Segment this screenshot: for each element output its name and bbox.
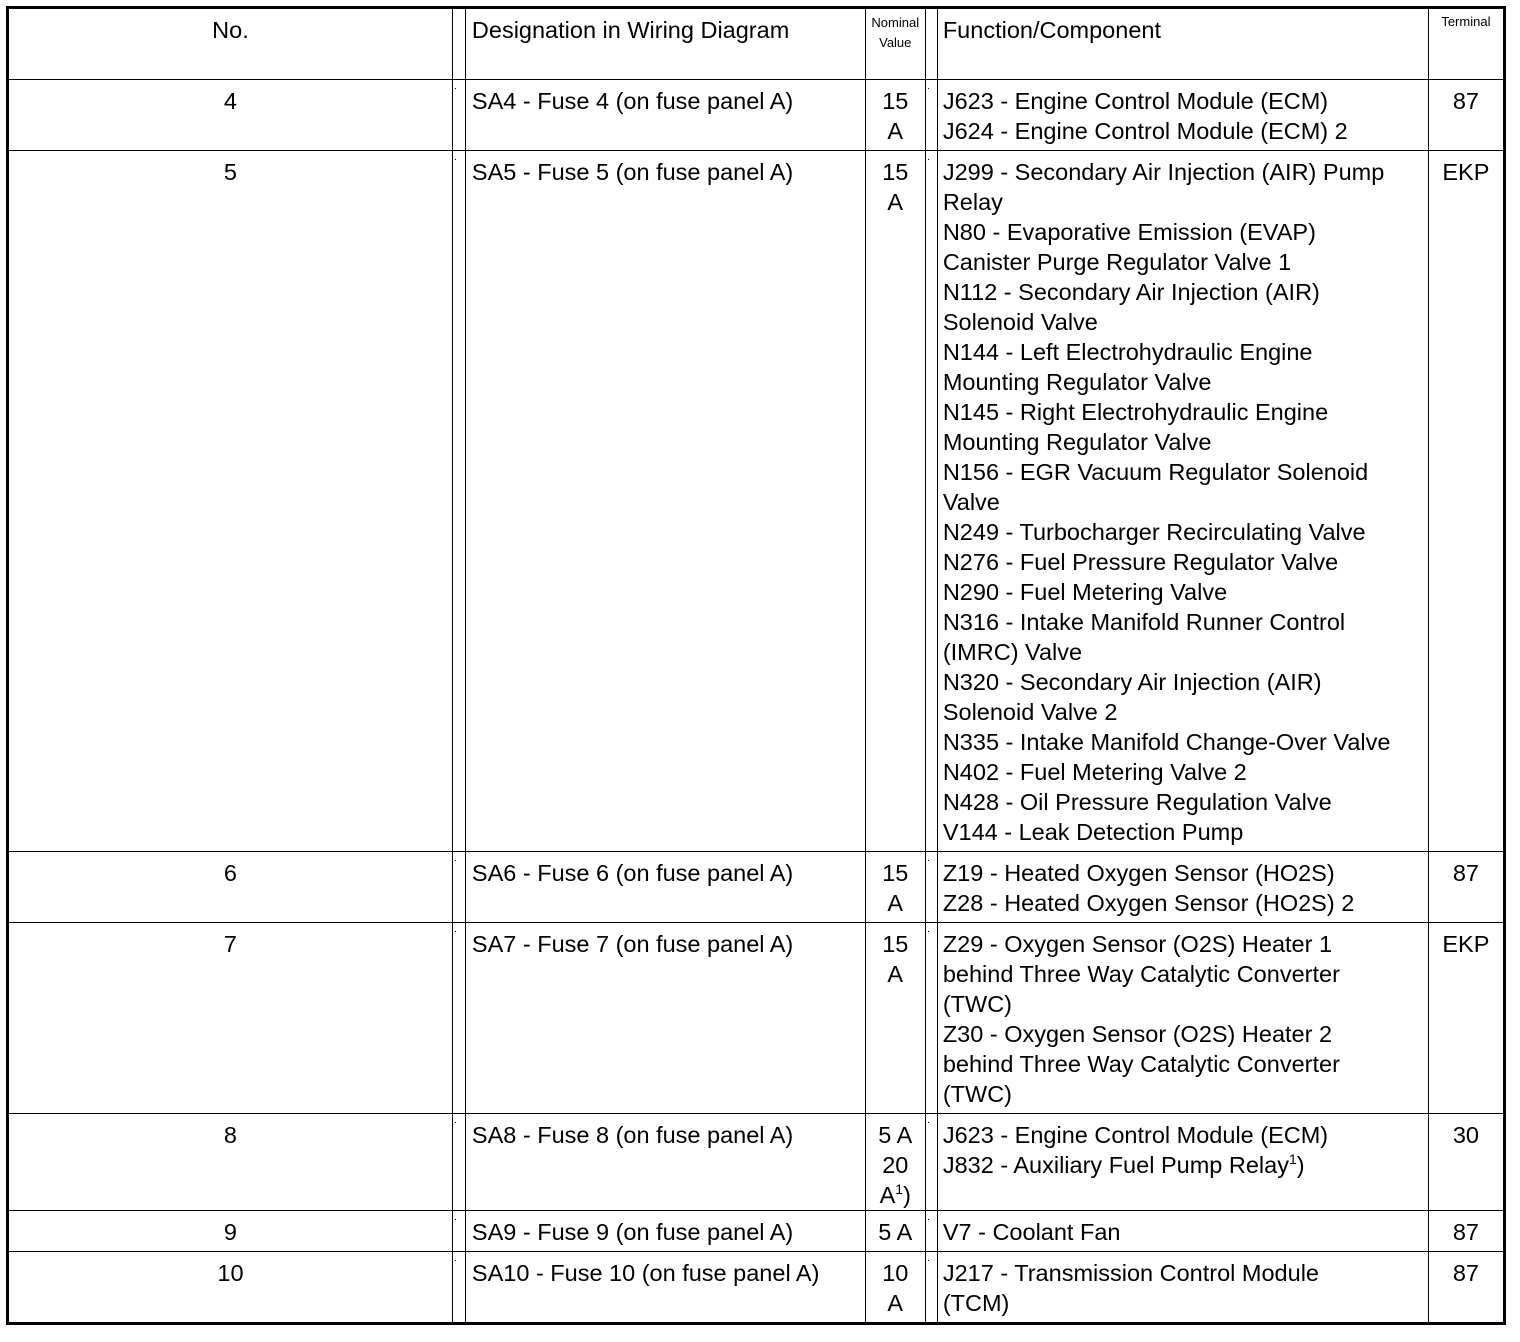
component-line: Solenoid Valve (942, 309, 1098, 335)
row-gap-2 (925, 1252, 937, 1324)
function-component (937, 852, 1428, 923)
component-line: J624 - Engine Control Module (ECM) 2 (942, 118, 1348, 144)
nominal-value-line: A (887, 189, 904, 215)
nominal-value-line: A (887, 118, 904, 144)
table-row (8, 1211, 1505, 1252)
row-gap-2 (925, 1211, 937, 1252)
footnote-tail: ) (903, 1182, 911, 1208)
function-component (937, 923, 1428, 1114)
nominal-value-text: A (879, 1182, 896, 1208)
header-gap-2 (925, 8, 937, 80)
gap-mark: · (926, 926, 931, 937)
component-line: (TWC) (942, 1081, 1012, 1107)
nominal-value-line: 5 A (878, 1219, 913, 1245)
terminal: EKP (1428, 923, 1504, 1114)
header-gap (452, 8, 465, 80)
gap-mark: · (926, 83, 931, 94)
nominal-value-line: A (887, 890, 904, 916)
component-line: (TCM) (942, 1290, 1010, 1316)
table-row (8, 1252, 1505, 1324)
nominal-value (865, 1252, 925, 1324)
terminal: 87 (1428, 1211, 1504, 1252)
nominal-value (865, 1114, 925, 1211)
component-text: J832 - Auxiliary Fuel Pump Relay (942, 1152, 1289, 1178)
terminal: EKP (1428, 151, 1504, 852)
row-gap (452, 1252, 465, 1324)
fuse-number: 8 (8, 1114, 453, 1211)
fuse-number: 7 (8, 923, 453, 1114)
fuse-designation: SA9 - Fuse 9 (on fuse panel A) (465, 1211, 865, 1252)
function-component (937, 1114, 1428, 1211)
gap-mark: · (453, 154, 458, 165)
terminal: 87 (1428, 80, 1504, 151)
header-no: No. (8, 8, 453, 80)
row-gap-2 (925, 923, 937, 1114)
row-gap-2 (925, 1114, 937, 1211)
gap-mark: · (926, 1117, 931, 1128)
component-line (943, 1150, 1426, 1180)
table-row (8, 852, 1505, 923)
table-row (8, 923, 1505, 1114)
component-line: Z29 - Oxygen Sensor (O2S) Heater 1 (942, 931, 1333, 957)
component-line: J623 - Engine Control Module (ECM) (942, 1122, 1329, 1148)
fuse-designation: SA8 - Fuse 8 (on fuse panel A) (465, 1114, 865, 1211)
function-component (937, 1252, 1428, 1324)
terminal: 87 (1428, 1252, 1504, 1324)
nominal-value-line: 10 (882, 1260, 909, 1286)
row-gap (452, 923, 465, 1114)
nominal-value-line: A (887, 1290, 904, 1316)
fuse-number: 6 (8, 852, 453, 923)
row-gap (452, 151, 465, 852)
terminal: 87 (1428, 852, 1504, 923)
row-gap (452, 852, 465, 923)
footnote-marker: 1 (895, 1181, 904, 1197)
fuse-number: 4 (8, 80, 453, 151)
fuse-number: 10 (8, 1252, 453, 1324)
component-line: N144 - Left Electrohydraulic Engine (942, 339, 1313, 365)
component-line: N80 - Evaporative Emission (EVAP) (942, 219, 1316, 245)
fuse-table (6, 6, 1506, 1325)
component-line: Z28 - Heated Oxygen Sensor (HO2S) 2 (942, 890, 1355, 916)
fuse-number: 5 (8, 151, 453, 852)
component-line: Mounting Regulator Valve (942, 429, 1212, 455)
component-line: Z19 - Heated Oxygen Sensor (HO2S) (942, 860, 1335, 886)
gap-mark: · (926, 154, 931, 165)
table-row (8, 151, 1505, 852)
component-line: behind Three Way Catalytic Converter (942, 961, 1340, 987)
component-line: N402 - Fuel Metering Valve 2 (942, 759, 1247, 785)
component-line: N156 - EGR Vacuum Regulator Solenoid (942, 459, 1369, 485)
header-nominal-line2: Value (879, 35, 912, 50)
component-line: Mounting Regulator Valve (942, 369, 1212, 395)
fuse-designation: SA10 - Fuse 10 (on fuse panel A) (465, 1252, 865, 1324)
table-row (8, 1114, 1505, 1211)
component-line: N249 - Turbocharger Recirculating Valve (942, 519, 1366, 545)
component-line: (TWC) (942, 991, 1012, 1017)
row-gap-2 (925, 80, 937, 151)
component-line: Solenoid Valve 2 (942, 699, 1118, 725)
nominal-value-line: 15 (882, 88, 909, 114)
component-line: N316 - Intake Manifold Runner Control (942, 609, 1346, 635)
nominal-value-line: 15 (882, 159, 909, 185)
nominal-value-line: 15 (882, 860, 909, 886)
table-body (8, 80, 1505, 1324)
row-gap (452, 1211, 465, 1252)
component-line: N112 - Secondary Air Injection (AIR) (942, 279, 1320, 305)
component-line: behind Three Way Catalytic Converter (942, 1051, 1340, 1077)
component-line: N145 - Right Electrohydraulic Engine (942, 399, 1329, 425)
nominal-value-line (866, 1180, 925, 1210)
header-nominal-line1: Nominal (871, 15, 920, 30)
nominal-value (865, 852, 925, 923)
gap-mark: · (453, 83, 458, 94)
header-nominal-value (865, 8, 925, 80)
row-gap-2 (925, 852, 937, 923)
terminal: 30 (1428, 1114, 1504, 1211)
nominal-value (865, 80, 925, 151)
component-line: V144 - Leak Detection Pump (942, 819, 1244, 845)
gap-mark: · (453, 926, 458, 937)
header-designation: Designation in Wiring Diagram (465, 8, 865, 80)
row-gap (452, 1114, 465, 1211)
header-function: Function/Component (937, 8, 1428, 80)
table-row (8, 80, 1505, 151)
nominal-value (865, 1211, 925, 1252)
nominal-value-line: 20 (882, 1152, 909, 1178)
component-line: J623 - Engine Control Module (ECM) (942, 88, 1329, 114)
component-line: Valve (942, 489, 1000, 515)
fuse-designation: SA4 - Fuse 4 (on fuse panel A) (465, 80, 865, 151)
gap-mark: · (926, 1214, 931, 1225)
nominal-value-line: 5 A (878, 1122, 913, 1148)
function-component (937, 151, 1428, 852)
component-line: N335 - Intake Manifold Change-Over Valve (942, 729, 1391, 755)
footnote-marker: 1 (1288, 1151, 1297, 1167)
component-line: J217 - Transmission Control Module (942, 1260, 1319, 1286)
component-line: Z30 - Oxygen Sensor (O2S) Heater 2 (942, 1021, 1333, 1047)
gap-mark: · (926, 1255, 931, 1266)
function-component (937, 80, 1428, 151)
nominal-value (865, 151, 925, 852)
nominal-value (865, 923, 925, 1114)
fuse-designation: SA5 - Fuse 5 (on fuse panel A) (465, 151, 865, 852)
component-line: N290 - Fuel Metering Valve (942, 579, 1228, 605)
nominal-value-line: A (887, 961, 904, 987)
fuse-designation: SA7 - Fuse 7 (on fuse panel A) (465, 923, 865, 1114)
component-line: Canister Purge Regulator Valve 1 (942, 249, 1292, 275)
gap-mark: · (453, 1117, 458, 1128)
footnote-tail: ) (1296, 1152, 1305, 1178)
fuse-number: 9 (8, 1211, 453, 1252)
component-line: (IMRC) Valve (942, 639, 1083, 665)
function-component (937, 1211, 1428, 1252)
gap-mark: · (453, 1255, 458, 1266)
component-line: Relay (942, 189, 1003, 215)
row-gap-2 (925, 151, 937, 852)
component-line: J299 - Secondary Air Injection (AIR) Pump (942, 159, 1385, 185)
component-line: N320 - Secondary Air Injection (AIR) (942, 669, 1322, 695)
fuse-designation: SA6 - Fuse 6 (on fuse panel A) (465, 852, 865, 923)
gap-mark: · (926, 855, 931, 866)
header-row (8, 8, 1505, 80)
gap-mark: · (453, 855, 458, 866)
component-line: N276 - Fuel Pressure Regulator Valve (942, 549, 1339, 575)
component-line: V7 - Coolant Fan (942, 1219, 1121, 1245)
row-gap (452, 80, 465, 151)
header-terminal: Terminal (1428, 8, 1504, 80)
nominal-value-line: 15 (882, 931, 909, 957)
component-line: N428 - Oil Pressure Regulation Valve (942, 789, 1332, 815)
gap-mark: · (453, 1214, 458, 1225)
